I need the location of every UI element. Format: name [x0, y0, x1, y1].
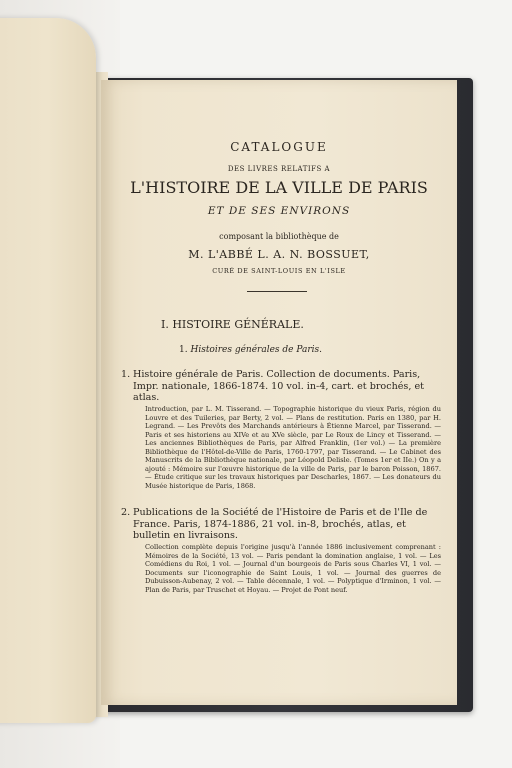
- catalogue-entry: [121, 369, 441, 404]
- divider-rule: [247, 291, 307, 292]
- subsection-title: Histoires générales de Paris.: [190, 345, 323, 355]
- entry-note: Introduction, par L. M. Tisserand. — Topographie historique du vieux Paris, région du Louvre et des Tuileries, par Berty, 2 vol. — Plans de restitution. Paris en 1380, par H. Legrand. — Les Prevôts des Marchands antérieurs à Étienne Marcel, par Tisserand. — Paris et ses historiens au XIVe et au XVe siècle, par Le Roux de Lincy et Tisserand. — Les anciennes Bibliothèques de Paris, par Alfred Franklin, (1er vol.) — La première Bibliothèque de l'Hôtel-de-Ville de Paris, 1760-1797, par Tisserand. — Le Cabinet des Manuscrits de la Bibliothèque nationale, par Léopold Delisle. (Tomes 1er et IIe.) On y a ajouté : Mémoire sur l'œuvre historique de la ville de Paris, par le baron Poisson, 1867. — Étude critique sur les travaux historiques par Descharles, 1867. — Les donateurs du Musée historique de Paris, 1868.: [145, 405, 441, 490]
- subtitle: ET DE SES ENVIRONS: [207, 205, 351, 217]
- page-text: [101, 80, 457, 705]
- entry-number: 2.: [121, 507, 131, 518]
- entry-note: Collection complète depuis l'origine jusqu'à l'année 1886 inclusivement comprenant : Mémoires de la Société, 13 vol. — Paris pendant la domination anglaise, 1 vol. — Les Comédiens du Roi, 1 vol. — Journal d'un bourgeois de Paris sous Charles VI, 1 vol. — Documents sur l'iconographie de Saint Louis, 1 vol. — Journal des guerres de Dubuisson-Aubenay, 2 vol. — Table décennale, 1 vol. — Polyptique d'Irminon, 1 vol. — Plan de Paris, par Truschet et Hoyau. — Projet de Pont neuf.: [145, 543, 441, 594]
- catalogue-entry: [121, 507, 441, 542]
- title-line-2: DES LIVRES RELATIFS A: [227, 165, 331, 173]
- catalogue-title: CATALOGUE: [230, 140, 328, 154]
- main-title: L'HISTOIRE DE LA VILLE DE PARIS: [130, 178, 428, 197]
- subsection-number: 1.: [179, 345, 188, 355]
- composition-line: composant la bibliothèque de: [219, 232, 339, 241]
- author-title: CURÉ DE SAINT-LOUIS EN L'ISLE: [212, 267, 346, 275]
- entry-text: Histoire générale de Paris. Collection de documents. Paris, Impr. nationale, 1866-1874. 10 vol. in-4, cart. et brochés, et atlas.: [133, 369, 424, 403]
- entry-text: Publications de la Société de l'Histoire de Paris et de l'Ile de France. Paris, 1874-1886, 21 vol. in-8, brochés, atlas, et bulletin en livraisons.: [133, 507, 428, 541]
- entry-number: 1.: [121, 369, 131, 380]
- author-name: M. L'ABBÉ L. A. N. BOSSUET,: [188, 248, 370, 261]
- right-page: [101, 80, 457, 705]
- section-heading: I. HISTOIRE GÉNÉRALE.: [161, 318, 304, 331]
- subsection-heading: [179, 345, 322, 355]
- left-page: [0, 18, 96, 723]
